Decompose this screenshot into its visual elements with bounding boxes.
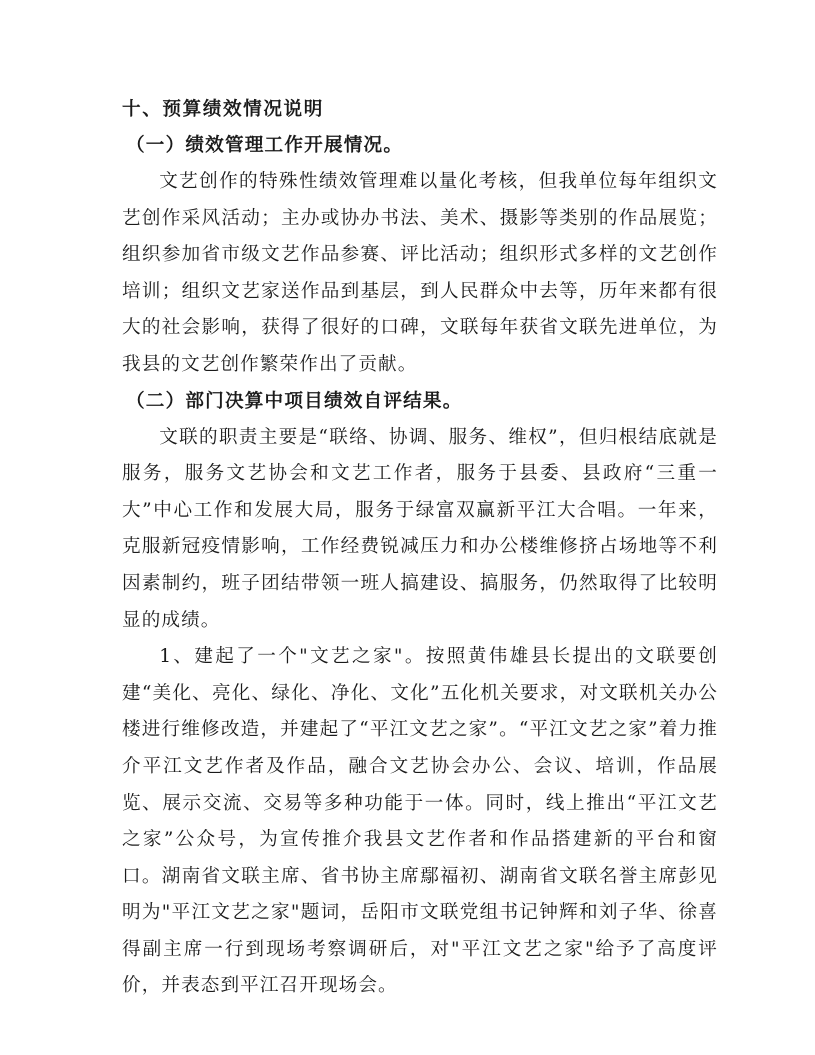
paragraph-federation-duties: 文联的职责主要是“联络、协调、服务、维权”，但归根结底就是服务，服务文艺协会和文艺工作者，服务于县委、县政府“三重一大”中心工作和发展大局，服务于绿富双赢新平江大合唱。一年来，克服新冠疫情影响，工作经费锐减压力和办公楼维修挤占场地等不利因素制约，班子团结带领一班人搞建设、搞服务，仍然取得了比较明显的成绩。 (122, 426, 718, 631)
section-title: 十、预算绩效情况说明 (122, 99, 324, 120)
subsection-heading-1: （一）绩效管理工作开展情况。 (126, 135, 404, 156)
subsection-heading-2: （二）部门决算中项目绩效自评结果。 (126, 390, 463, 412)
paragraph-performance-management: 文艺创作的特殊性绩效管理难以量化考核，但我单位每年组织文艺创作采风活动；主办或协办书法、美术、摄影等类别的作品展览；组织参加省市级文艺作品参赛、评比活动；组织形式多样的文艺创作培训；组织文艺家送作品到基层，到人民群众中去等，历年来都有很大的社会影响，获得了很好的口碑，文联每年获省文联先进单位，为我县的文艺创作繁荣作出了贡献。 (122, 171, 718, 375)
document-body (122, 92, 718, 1005)
paragraph-arts-home: 1、建起了一个"文艺之家"。按照黄伟雄县长提出的文联要创建“美化、亮化、绿化、净化、文化”五化机关要求，对文联机关办公楼进行维修改造，并建起了“平江文艺之家”。“平江文艺之家”着力推介平江文艺作者及作品，融合文艺协会办公、会议、培训，作品展览、展示交流、交易等多种功能于一体。同时，线上推出“平江文艺之家”公众号，为宣传推介我县文艺作者和作品搭建新的平台和窗口。湖南省文联主席、省书协主席鄢福初、湖南省文联名誉主席彭见明为"平江文艺之家"题词，岳阳市文联党组书记钟辉和刘子华、徐喜得副主席一行到现场考察调研后，对"平江文艺之家"给予了高度评价，并表态到平江召开现场会。 (122, 646, 718, 997)
